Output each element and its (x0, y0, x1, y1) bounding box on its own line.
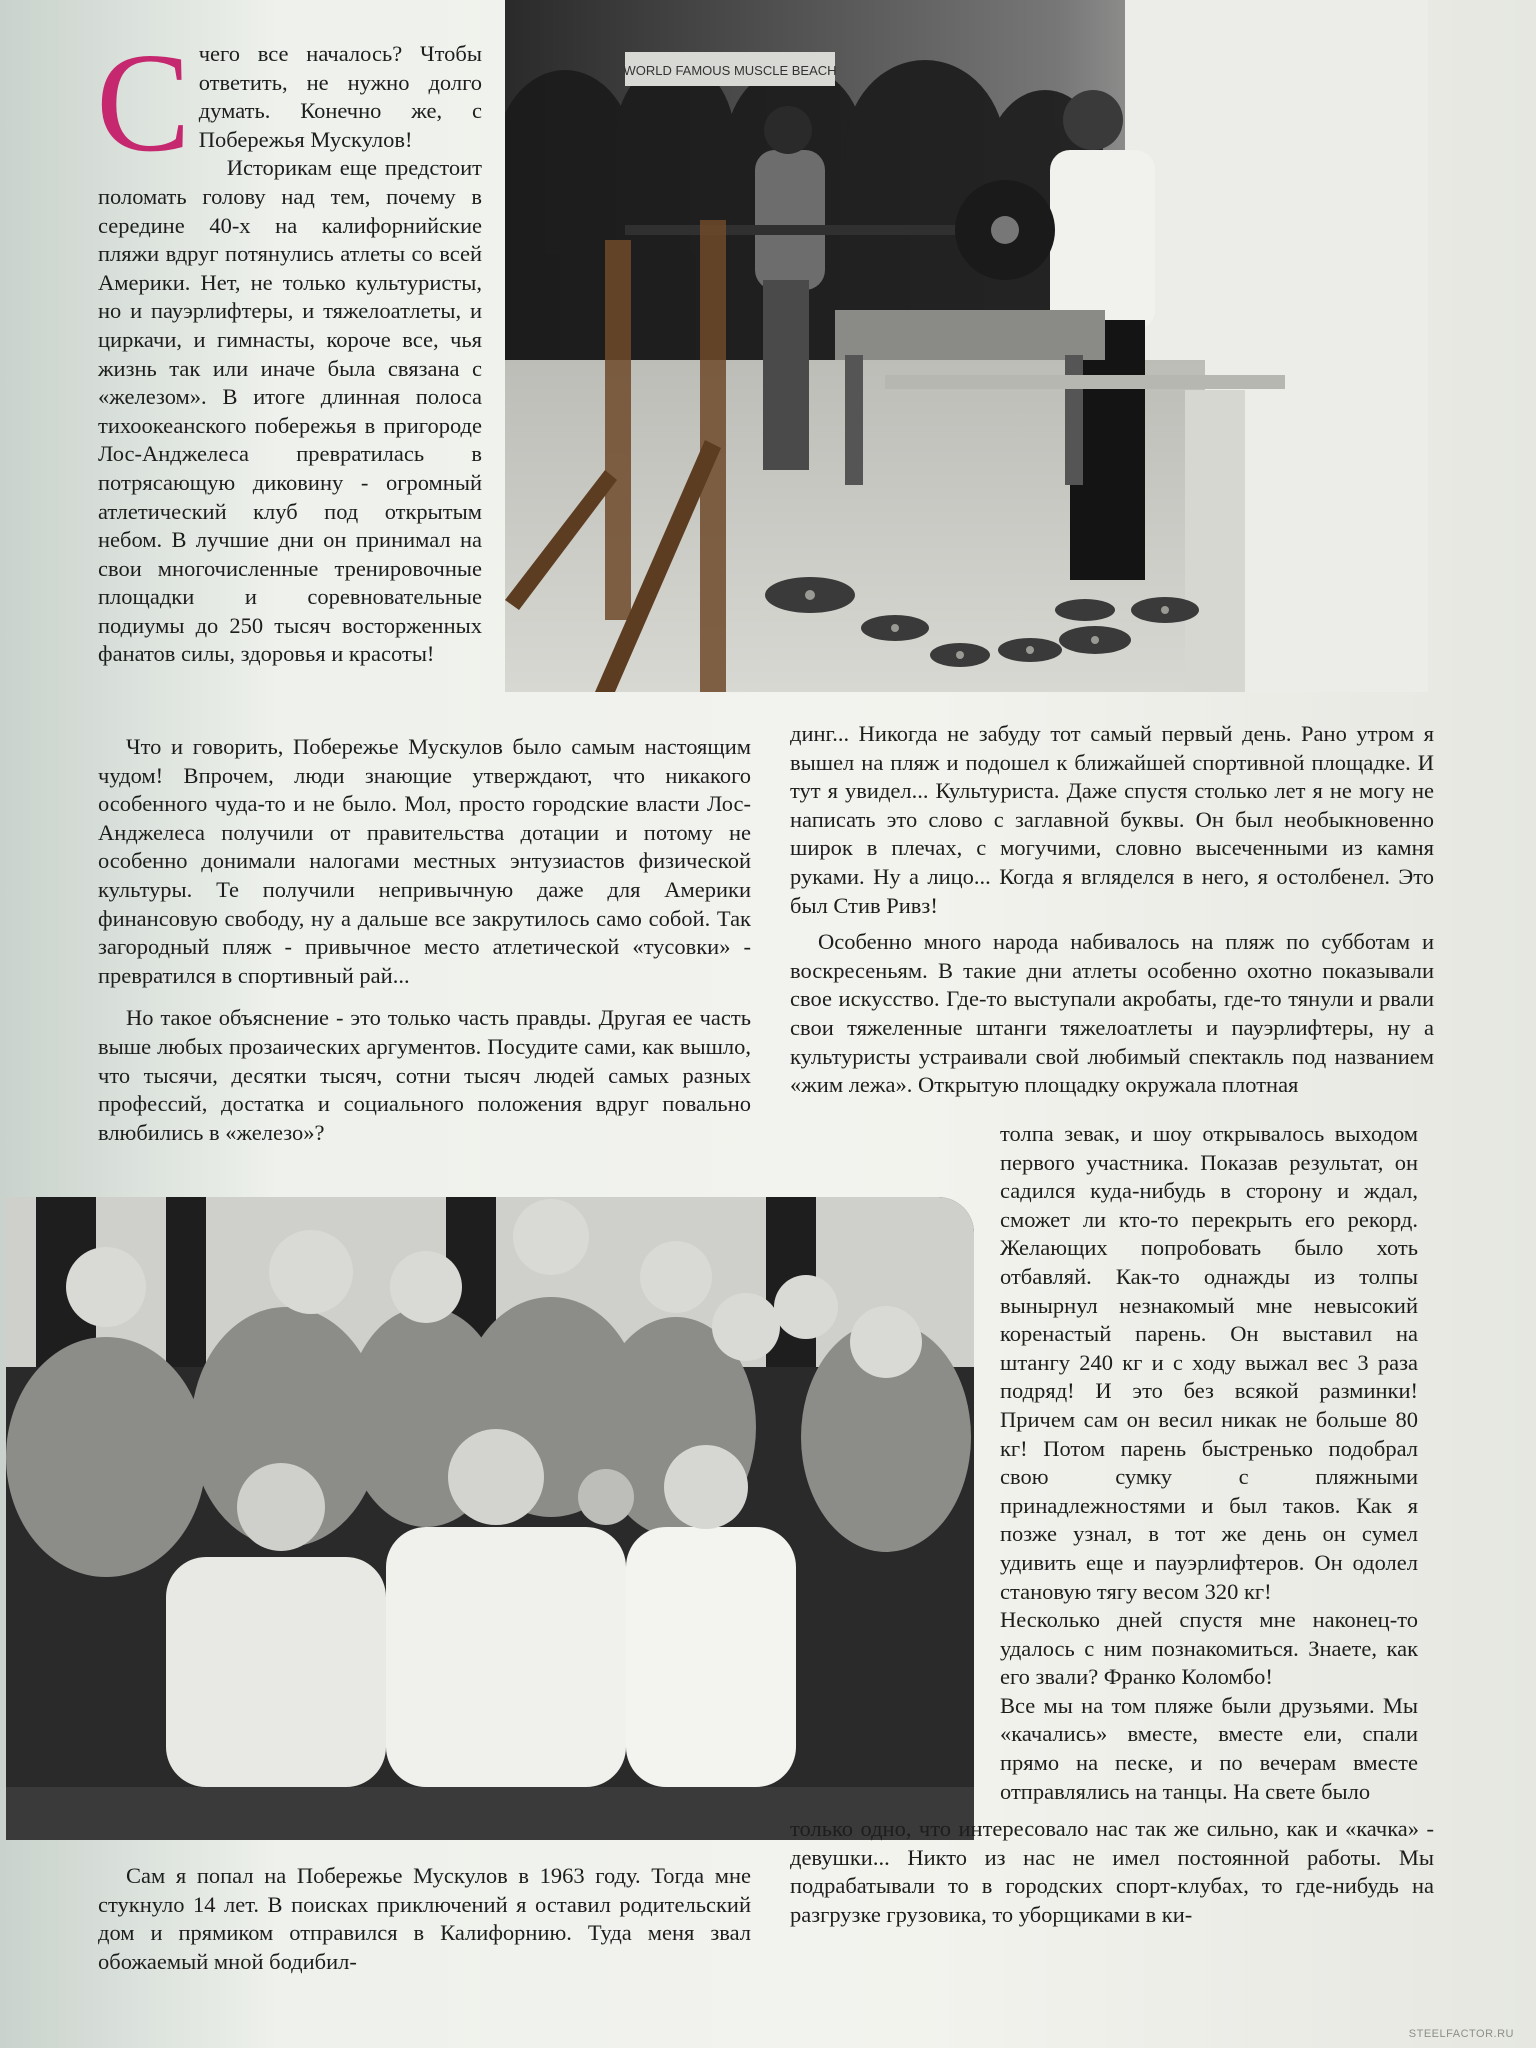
muscle-beach-bench-press-photo (505, 0, 1428, 692)
intro-paragraph-2: Историкам еще предстоит поломать голову над тем, почему в середине 40-х на калифорнийские пляжи вдруг потянулись атлеты со всей Америки. Нет, не только культуристы, но и пауэрлифтеры, и тяжелоатлеты, и циркачи, и гимнасты, короче все, чья жизнь так или иначе была связана с «железом». В итоге длинная полоса тихоокеанского побережья в пригороде Лос-Анджелеса превратилась в потрясающую диковину - огромный атлетический клуб под открытым небом. В лучшие дни он принимал на свои многочисленные тренировочные площадки и соревновательные подиумы до 250 тысяч восторженных фанатов силы, здоровья и красоты! (98, 155, 482, 667)
paragraph: толпа зевак, и шоу открывалось выходом первого участника. Показав результат, он садился куда-нибудь в сторону и ждал, сможет ли кто-то перекрыть его рекорд. Желающих попробовать было хоть отбавляй. Как-то однажды из толпы вынырнул незнакомый мне невысокий коренастый парень. Он выставил на штангу 240 кг и с ходу выжал вес 3 раза подряд! И это без всякой разминки! Причем сам он весил никак не больше 80 кг! Потом парень быстренько подобрал свою сумку с пляжными принадлежностями и был таков. Как я позже узнал, в тот же день он сумел удивить еще и пауэрлифтеров. Он одолел становую тягу весом 320 кг! (1000, 1121, 1418, 1604)
paragraph: Что и говорить, Побережье Мускулов было самым настоящим чудом! Впрочем, люди знающие утверждают, что никакого особенного чуда-то и не было. Мол, просто городские власти Лос-Анджелеса получили от правительства дотации и потому не особенно донимали налогами местных энтузиастов физической культуры. Те получили непривычную даже для Америки финансовую свободу, ну а дальше все закрутилось само собой. Так загородный пляж - привычное место атлетической «тусовки» - превратился в спортивный рай... (98, 734, 751, 988)
site-watermark: STEELFACTOR.RU (1408, 2028, 1514, 2040)
left-column-text-bottom (98, 1862, 751, 1976)
drop-cap: С (96, 23, 191, 181)
paragraph: Но такое объяснение - это только часть правды. Другая ее часть выше любых прозаических аргументов. Посудите сами, как вышло, что тысячи, десятки тысяч, сотни тысяч людей самых разных профессий, достатка и социального положения вдруг повально влюбились в «железо»? (98, 1005, 751, 1145)
paragraph: только одно, что интересовало нас так же сильно, как и «качка» - девушки... Никто из нас не имел постоянной работы. Мы подрабатывали то в городских спорт-клубах, то где-нибудь на разгрузке грузовика, то уборщиками в ки- (790, 1816, 1434, 1927)
paragraph: Все мы на том пляже были друзьями. Мы «качались» вместе, вместе ели, спали прямо на песке, и по вечерам вместе отправлялись на танцы. На свете было (1000, 1692, 1418, 1804)
paragraph: динг... Никогда не забуду тот самый первый день. Рано утром я вышел на пляж и подошел к ближайшей спортивной площадке. И тут я увидел... Культуриста. Даже спустя столько лет я не могу не написать это слово с заглавной буквы. Он был необыкновенно широк в плечах, с могучими, словно высеченными из камня руками. Ну а лицо... Когда я вгляделся в него, я остолбенел. Это был Стив Ривз! (790, 721, 1434, 918)
left-column-text (98, 733, 751, 1147)
photo-banner-text: WORLD FAMOUS MUSCLE BEACH (623, 63, 837, 78)
paragraph: Сам я попал на Побережье Мускулов в 1963 году. Тогда мне стукнуло 14 лет. В поисках приключений я оставил родительский дом и прямиком отправился в Калифорнию. Туда меня звал обожаемый мной бодибил- (98, 1863, 751, 1974)
right-column-text-middle (1000, 1120, 1418, 1806)
athletes-group-photo (6, 1197, 974, 1840)
paragraph: Особенно много народа набивалось на пляж по субботам и воскресеньям. В такие дни атлеты особенно охотно показывали свое искусство. Где-то выступали акробаты, где-то тянули и рвали свои тяжеленные штанги тяжелоатлеты и пауэрлифтеры, ну а культуристы устраивали свой любимый спектакль под названием «жим лежа». Открытую площадку окружала плотная (790, 929, 1434, 1098)
intro-column (96, 23, 482, 669)
intro-paragraph-1: Счего все началось? Чтобы ответить, не нужно долго думать. Конечно же, с Побережья Мускулов! (96, 23, 482, 181)
right-column-text-top (790, 720, 1434, 1100)
right-column-text-bottom (790, 1815, 1434, 1929)
paragraph: Несколько дней спустя мне наконец-то удалось с ним познакомиться. Знаете, как его звали? Франко Коломбо! (1000, 1607, 1418, 1690)
